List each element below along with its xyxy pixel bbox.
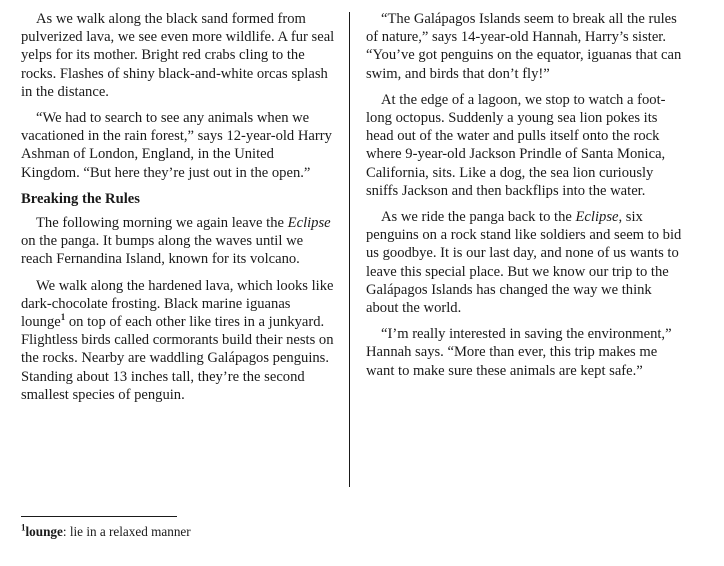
paragraph	[21, 214, 336, 269]
footnote-rule	[21, 516, 177, 517]
paragraph-text: We walk along the hardened lava, which looks like dark-chocolate frosting. Black marine iguanas lounge	[21, 277, 334, 331]
paragraph-text: on the panga. It bumps along the waves until we reach Fernandina Island, known for its volcano.	[21, 233, 304, 268]
column-divider	[349, 12, 350, 487]
paragraph	[21, 277, 336, 404]
paragraph: “We had to search to see any animals when we vacationed in the rain forest,” says 12-year-old Harry Ashman of London, England, in the United Kingdom. “But here they’re just out in the open.”	[21, 110, 332, 181]
ship-name-italic: Eclipse	[287, 215, 331, 232]
paragraph-text: As we ride the panga back to the	[381, 209, 576, 226]
paragraph-text: , six penguins on a rock stand like soldiers and seem to bid us goodbye. It is our last day, and none of us wants to leave this special place. But we know our trip to the Galápagos Islands has changed the way we think about the world.	[366, 209, 682, 317]
footnote-definition: : lie in a relaxed manner	[62, 524, 191, 539]
paragraph-text: The following morning we again leave the	[36, 215, 288, 232]
paragraph: “The Galápagos Islands seem to break all the rules of nature,” says 14-year-old Hannah, Harry’s sister. “You’ve got penguins on the equator, iguanas that can swim, and birds that don’t fly!”	[366, 11, 682, 82]
left-column	[21, 10, 336, 412]
footnote	[21, 524, 191, 540]
right-column	[366, 10, 684, 388]
footnote-number: 1	[21, 522, 26, 533]
paragraph	[366, 208, 684, 317]
ship-name-italic: Eclipse	[575, 209, 619, 226]
paragraph: As we walk along the black sand formed from pulverized lava, we see even more wildlife. A fur seal yelps for its mother. Bright red crabs cling to the rocks. Flashes of shiny black-and-white orcas splash in the distance.	[21, 11, 335, 100]
section-heading: Breaking the Rules	[21, 190, 140, 207]
paragraph-text: on top of each other like tires in a junkyard. Flightless birds called cormorants build their nests on the rocks. Nearby are waddling Galápagos penguins. Standing about 13 inches tall, they’re the second smallest species of penguin.	[21, 314, 334, 403]
footnote-reference[interactable]: 1	[60, 312, 66, 323]
paragraph: At the edge of a lagoon, we stop to watch a foot-long octopus. Suddenly a young sea lion pokes its head out of the water and pulls itself onto the rock where 9-year-old Jackson Prindle of Santa Monica, California, sits. Like a dog, the sea lion curiously sniffs Jackson and then backflips into the water.	[366, 91, 666, 199]
footnote-term: lounge	[25, 524, 63, 539]
paragraph: “I’m really interested in saving the environment,” Hannah says. “More than ever, this trip makes me want to make sure these animals are kept safe.”	[366, 326, 672, 379]
